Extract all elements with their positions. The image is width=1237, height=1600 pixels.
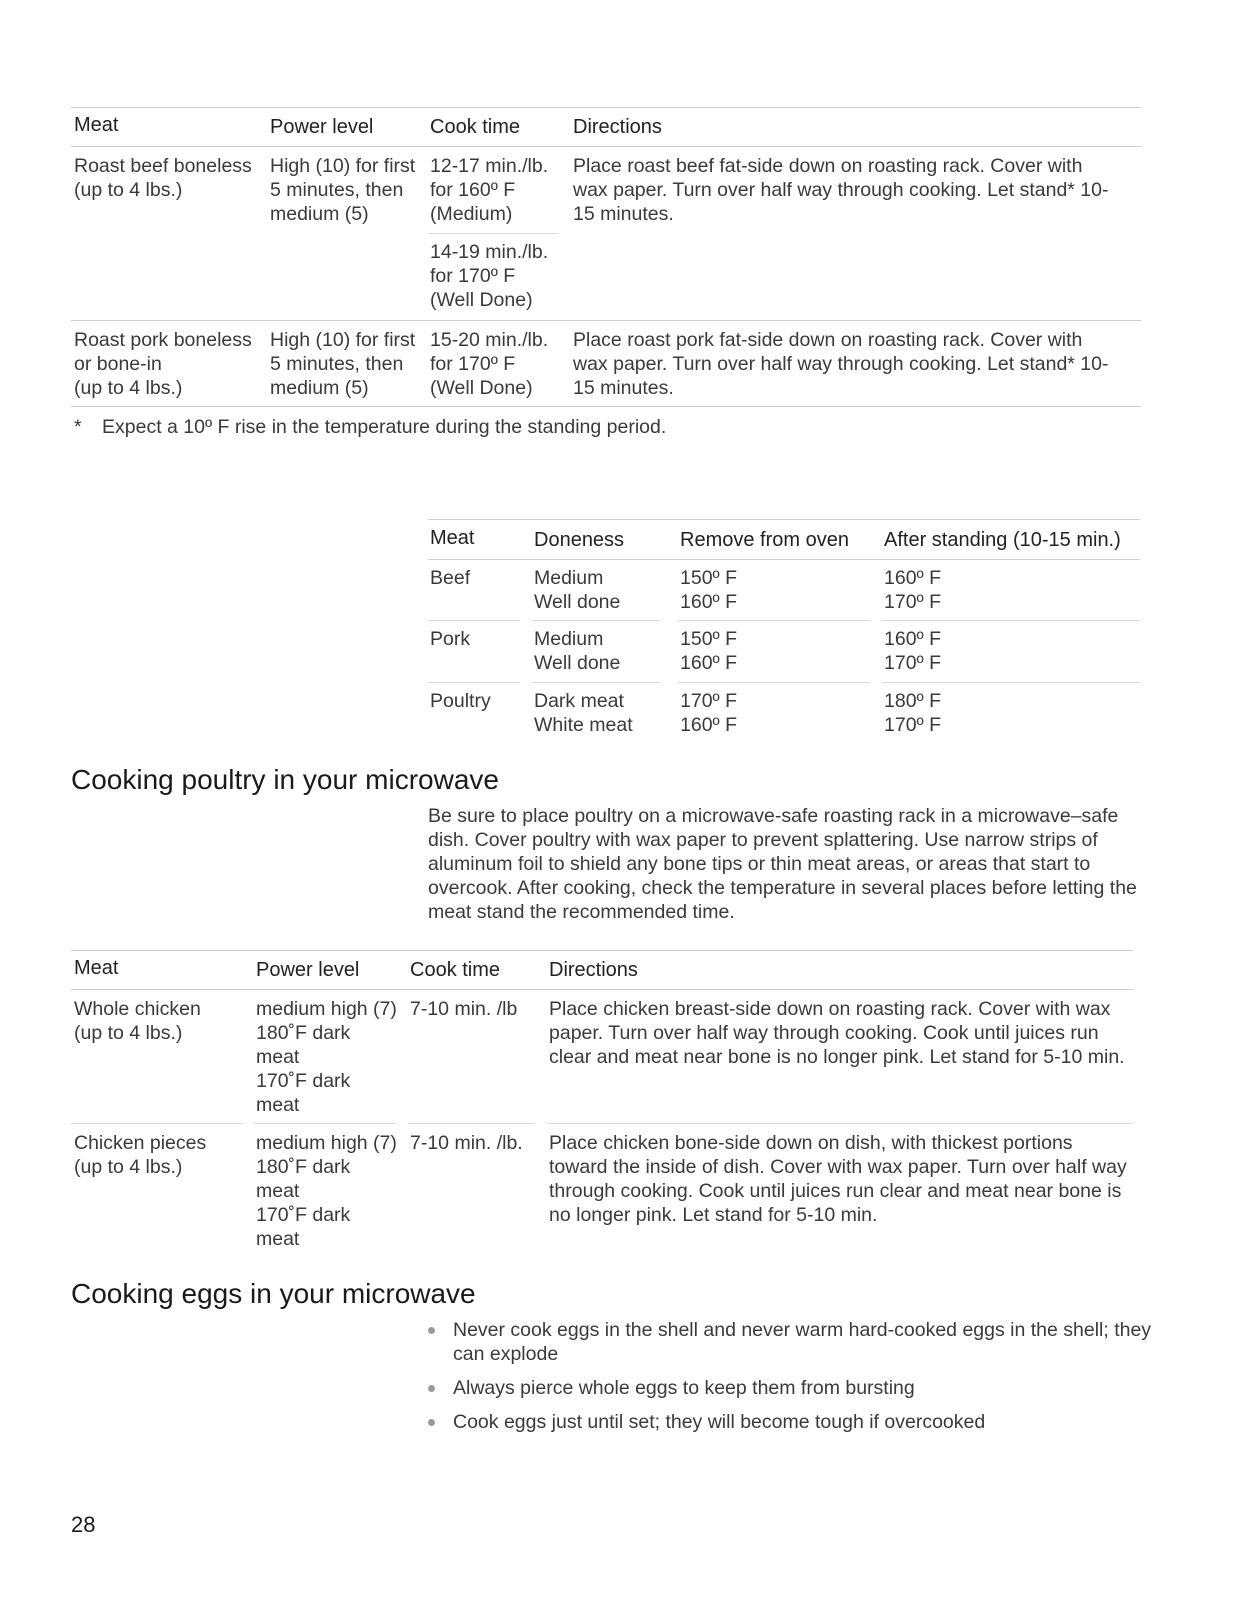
- header-rule: [71, 146, 1141, 147]
- list-item-text: Never cook eggs in the shell and never warm hard-cooked eggs in the shell; they can explode: [453, 1319, 1152, 1365]
- row-rule: [71, 320, 1141, 321]
- table-cell-meat: Pork: [430, 628, 471, 650]
- footnote: Expect a 10º F rise in the temperature during the standing period.: [102, 416, 667, 438]
- row-rule: [408, 1123, 534, 1124]
- table-cell-meat: Poultry: [430, 690, 491, 712]
- row-rule: [428, 682, 520, 683]
- table-cell-after-temp: 180º F 170º F: [884, 690, 941, 736]
- table-cell-after-temp: 160º F 170º F: [884, 567, 941, 613]
- page-number: 28: [71, 1512, 96, 1537]
- bullet-icon: [428, 1327, 435, 1334]
- table-cell-after-temp: 160º F 170º F: [884, 628, 941, 674]
- poultry-intro-paragraph: Be sure to place poultry on a microwave-safe roasting rack in a microwave–safe dish. Cover poultry with wax paper to prevent splattering. Use narrow strips of aluminum foil to shield any bone tips or thin meat areas, or areas that start to overcook. After cooking, check the temperature in several places before letting the meat stand the recommended time.: [428, 805, 1137, 923]
- column-header-power-level: Power level: [256, 959, 360, 981]
- list-item: [428, 1376, 1148, 1402]
- row-rule: [71, 1123, 243, 1124]
- column-header-meat: Meat: [74, 957, 119, 979]
- column-header-directions: Directions: [549, 959, 638, 981]
- section-title-eggs: Cooking eggs in your microwave: [71, 1278, 476, 1309]
- table-cell-remove-temp: 150º F 160º F: [680, 567, 737, 613]
- table-cell-meat: Roast pork boneless or bone-in (up to 4 lbs.): [74, 329, 252, 399]
- table-bottom-rule: [71, 406, 1141, 407]
- list-item-text: Cook eggs just until set; they will become tough if overcooked: [453, 1411, 986, 1433]
- table-cell-meat: Chicken pieces (up to 4 lbs.): [74, 1132, 207, 1178]
- table-cell-power-level: High (10) for first 5 minutes, then medium (5): [270, 155, 416, 225]
- table-cell-doneness: Medium Well done: [534, 567, 621, 613]
- table-cell-remove-temp: 170º F 160º F: [680, 690, 737, 736]
- column-header-after-standing: After standing (10-15 min.): [884, 529, 1121, 551]
- row-rule: [428, 620, 520, 621]
- table-cell-meat: Whole chicken (up to 4 lbs.): [74, 998, 201, 1044]
- table-top-rule: [71, 950, 1133, 951]
- column-header-cook-time: Cook time: [430, 116, 521, 138]
- bullet-icon: [428, 1419, 435, 1426]
- row-rule: [532, 682, 660, 683]
- section-title-poultry: Cooking poultry in your microwave: [71, 764, 499, 795]
- row-rule: [678, 682, 870, 683]
- row-rule: [678, 620, 870, 621]
- column-header-cook-time: Cook time: [410, 959, 501, 981]
- column-header-meat: Meat: [74, 114, 119, 136]
- column-header-meat: Meat: [430, 527, 475, 549]
- table-cell-doneness: Dark meat White meat: [534, 690, 633, 736]
- table-cell-power-level: medium high (7) 180˚F dark meat 170˚F dark meat: [256, 1132, 397, 1250]
- table-cell-meat: Beef: [430, 567, 471, 589]
- table-top-rule: [71, 107, 1141, 108]
- bullet-icon: [428, 1385, 435, 1392]
- table-cell-meat: Roast beef boneless (up to 4 lbs.): [74, 155, 252, 201]
- table-cell-directions: Place chicken breast-side down on roasting rack. Cover with wax paper. Turn over half way through cooking. Cook until juices run clear and meat near bone is no longer pink. Let stand for 5-10 min.: [549, 998, 1125, 1068]
- header-rule: [71, 989, 1133, 990]
- table-cell-remove-temp: 150º F 160º F: [680, 628, 737, 674]
- row-rule: [254, 1123, 396, 1124]
- header-rule: [428, 559, 1140, 560]
- table-cell-doneness: Medium Well done: [534, 628, 621, 674]
- table-cell-power-level: medium high (7) 180˚F dark meat 170˚F dark meat: [256, 998, 397, 1116]
- table-cell-cook-time: 7-10 min. /lb.: [410, 1132, 523, 1154]
- table-cell-power-level: High (10) for first 5 minutes, then medium (5): [270, 329, 416, 399]
- table-cell-directions: Place roast beef fat-side down on roasting rack. Cover with wax paper. Turn over half way through cooking. Let stand* 10-15 minutes.: [573, 155, 1109, 225]
- table-cell-directions: Place roast pork fat-side down on roasting rack. Cover with wax paper. Turn over half way through cooking. Let stand* 10-15 minutes.: [573, 329, 1109, 399]
- column-header-power-level: Power level: [270, 116, 374, 138]
- row-rule: [882, 620, 1140, 621]
- footnote-mark: *: [74, 416, 82, 438]
- cell-divider: [428, 233, 558, 234]
- column-header-remove-from-oven: Remove from oven: [680, 529, 849, 551]
- table-cell-cook-time: 15-20 min./lb. for 170º F (Well Done): [430, 329, 549, 399]
- table-top-rule: [428, 519, 1140, 520]
- row-rule: [882, 682, 1140, 683]
- column-header-doneness: Doneness: [534, 529, 625, 551]
- row-rule: [532, 620, 660, 621]
- table-cell-cook-time: 7-10 min. /lb: [410, 998, 518, 1020]
- table-cell-cook-time: 12-17 min./lb. for 160º F (Medium): [430, 155, 549, 225]
- row-rule: [547, 1123, 1133, 1124]
- table-cell-cook-time: 14-19 min./lb. for 170º F (Well Done): [430, 241, 549, 311]
- list-item-text: Always pierce whole eggs to keep them from bursting: [453, 1377, 915, 1399]
- table-cell-directions: Place chicken bone-side down on dish, with thickest portions toward the inside of dish. Cover with wax paper. Turn over half way through cooking. Cook until juices run clear and meat near bone is no longer pink. Let stand for 5-10 min.: [549, 1132, 1127, 1226]
- list-item: [428, 1410, 1148, 1436]
- list-item: [428, 1318, 1152, 1368]
- column-header-directions: Directions: [573, 116, 662, 138]
